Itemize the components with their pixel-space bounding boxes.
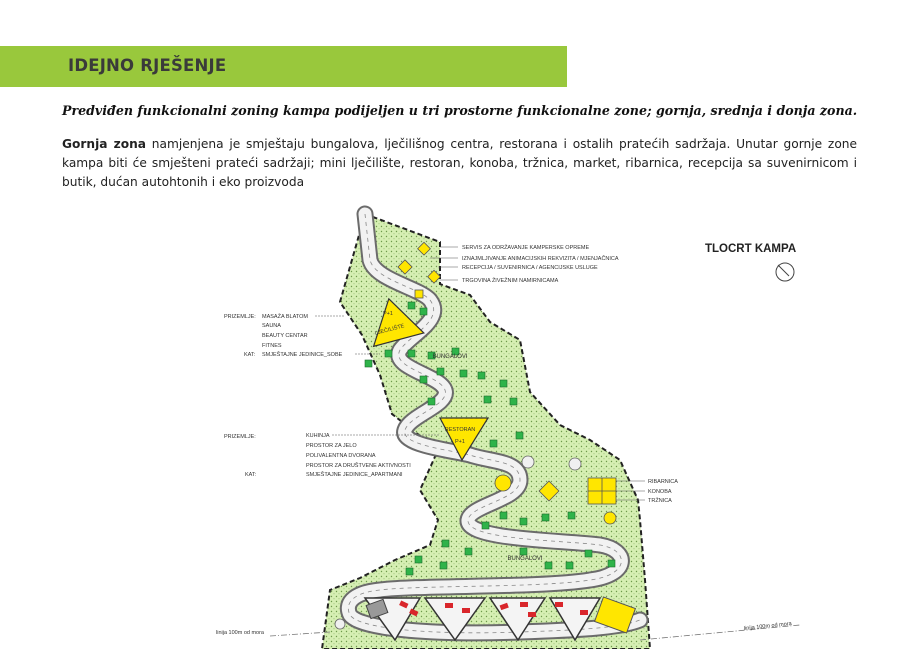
top-services-legend [430,243,619,284]
spa-item-3: BEAUTY CENTAR [262,333,308,339]
restaurant-floor-label: KAT: [245,472,257,478]
section-title: IDEJNO RJEŠENJE [68,56,227,75]
service-label-2: IZNAJMLJIVANJE ANIMACIJSKIH REKVIZITA / MJENJAČNICA [462,256,619,262]
shore-label-left: linija 100m od mora [216,630,264,636]
camp-site-plan [0,200,919,649]
north-arrow-icon [776,263,794,281]
restaurant-sign-name: RESTORAN [444,427,476,433]
plan-title: TLOCRT KAMPA [705,243,797,255]
market-label-3: TRŽNICA [648,498,672,504]
spa-sign-floor: P+1 [383,311,393,317]
restaurant-floor-item: SMJEŠTAJNE JEDINICE_APARTMANI [306,472,403,478]
market-label-1: RIBARNICA [648,479,678,485]
shore-label-right: linija 100m od mora [743,621,792,632]
market-label-2: KONOBA [648,489,672,495]
restaurant-sign-floor: P+1 [455,439,465,445]
restaurant-item-2: PROSTOR ZA JELO [306,443,357,449]
zone-description [62,135,857,192]
intro-sentence: Predviđen funkcionalni zoning kampa podijeljen u tri prostorne funkcionalne zone; gornja, srednja i donja zona. [62,103,858,118]
restaurant-item-1: KUHINJA [306,433,330,439]
restaurant-item-4: PROSTOR ZA DRUŠTVENE AKTIVNOSTI [306,463,411,469]
spa-item-1: MASAŽA BLATOM [262,314,308,320]
service-label-4: TRGOVINA ŽIVEŽNIM NAMIRNICAMA [462,278,559,284]
spa-item-2: SAUNA [262,323,281,329]
bungalow-label-lower: BUNGALOVI [507,556,543,562]
spa-sign-name: LJEČILIŠTE [374,323,406,337]
spa-ground-label: PRIZEMLJE: [224,314,256,320]
service-label-1: SERVIS ZA ODRŽAVANJE KAMPERSKE OPREME [462,245,590,251]
section-banner [0,46,567,87]
spa-floor-label: KAT: [244,352,256,358]
spa-item-4: FITNES [262,343,282,349]
bungalow-label-upper: BUNGALOVI [432,354,468,360]
zone-name: Gornja zona [62,137,146,151]
restaurant-ground-label: PRIZEMLJE: [224,434,256,440]
zone-text: namjenjena je smještaju bungalova, lječilišnog centra, restorana i ostalih pratećih sadržaja. Unutar gornje zone kampa biti će smješteni prateći sadržaji; mini lječilište, restoran, konoba, tržnica, market, ribarnica, recepcija sa suvenirnicom i butik, dućan autohtonih i eko proizvoda [62,137,857,189]
spa-floor-item: SMJEŠTAJNE JEDINICE_SOBE [262,352,343,358]
service-label-3: RECEPCIJA / SUVENIRNICA / AGENCIJSKE USLUGE [462,265,598,271]
restaurant-item-3: POLIVALENTNA DVORANA [306,453,376,459]
